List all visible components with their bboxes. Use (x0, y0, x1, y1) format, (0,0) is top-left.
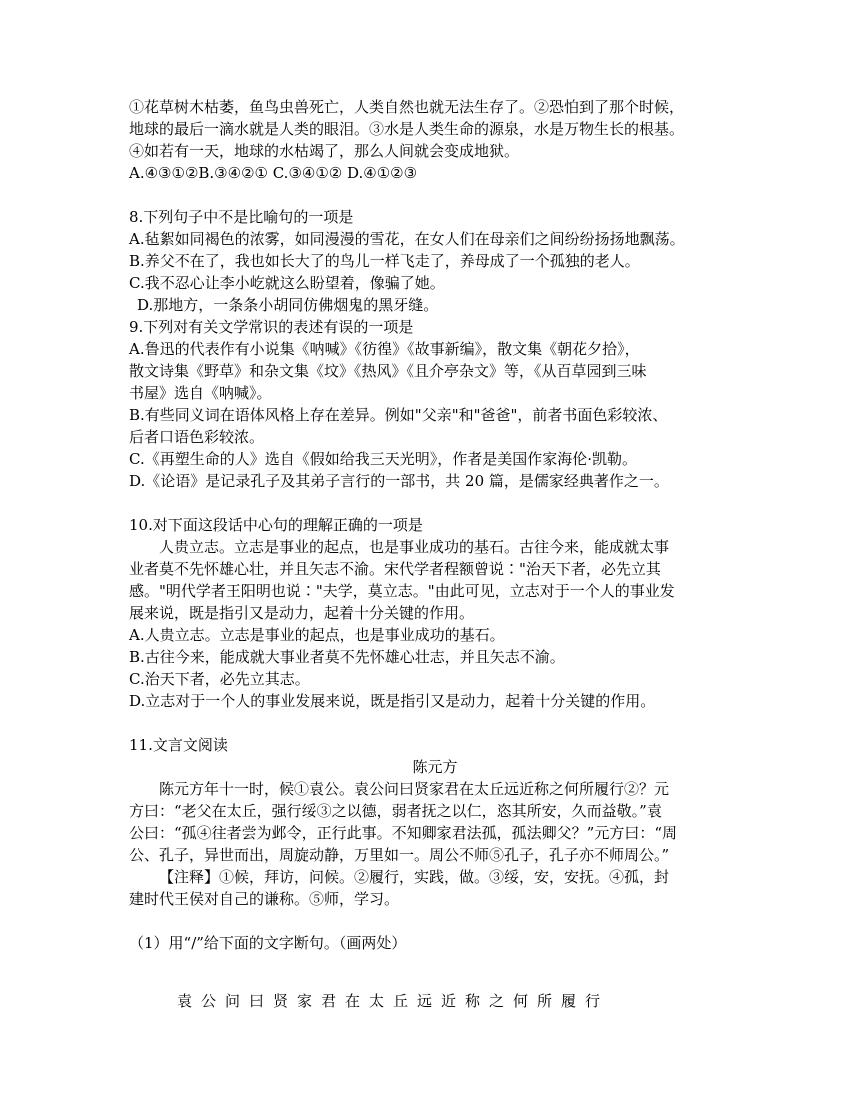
spacer (129, 184, 741, 206)
q7-options: A.④③①②B.③④②① C.③④①② D.④①②③ (129, 164, 418, 182)
q9-stem: 9.下列对有关文学常识的表述有误的一项是 (129, 318, 414, 336)
q10-option-d: D.立志对于一个人的事业发展来说，既是指引又是动力，起着十分关键的作用。 (129, 692, 656, 710)
q9-option-a-1: A.鲁迅的代表作有小说集《呐喊》《彷徨》《故事新编》，散文集《朝花夕拾》， (129, 340, 640, 358)
q8-option-d: D.那地方，一条条小胡同仿佛烟鬼的黑牙缝。 (137, 296, 439, 314)
q10-passage-2: 业者莫不先怀雄心壮，并且矢志不渝。宋代学者程额曾说∶"治天下者，必先立其 (129, 560, 661, 578)
q10-stem: 10.对下面这段话中心句的理解正确的一项是 (129, 516, 423, 534)
spacer (129, 492, 741, 514)
q8-stem: 8.下列句子中不是比喻句的一项是 (129, 208, 354, 226)
q10-passage-4: 展来说，既是指引又是动力，起着十分关键的作用。 (129, 604, 475, 622)
q9-option-b-1: B.有些同义词在语体风格上存在差异。例如"父亲"和"爸爸"，前者书面色彩较浓、 (129, 406, 668, 424)
q11-punctuation-text: 袁公问曰贤家君在太丘远近称之何所履行 (177, 992, 610, 1010)
q7-line-1: ①花草树木枯萎，鱼鸟虫兽死亡，人类自然也就无法生存了。②恐怕到了那个时候， (129, 98, 685, 116)
q8-option-c: C.我不忍心让李小屹就这么盼望着，像骗了她。 (129, 274, 445, 292)
q7-line-3: ④如若有一天，地球的水枯竭了，那么人间就会变成地狱。 (129, 142, 520, 160)
q7-line-2: 地球的最后一滴水就是人类的眼泪。③水是人类生命的源泉，水是万物生长的根基。 (129, 120, 685, 138)
q11-text-3: 公曰：“孤④往者尝为邺令，正行此事。不知卿家君法孤，孤法卿父？”元方曰：“周 (129, 824, 678, 842)
q10-passage-3: 感。"明代学者王阳明也说∶"夫学，莫立志。"由此可见，立志对于一个人的事业发 (129, 582, 675, 600)
q10-option-c: C.治天下者，必先立其志。 (129, 670, 310, 688)
q11-passage-title: 陈元方 (412, 758, 458, 776)
q11-text-1: 陈元方年十一时，候①袁公。袁公问曰贤家君在太丘远近称之何所履行②？元 (159, 780, 670, 798)
q11-text-4: 公、孔子，异世而出，周旋动静，万里如一。周公不师⑤孔子，孔子亦不师周公。” (129, 846, 670, 864)
q10-passage-1: 人贵立志。立志是事业的起点，也是事业成功的基石。古往今来，能成就太事 (159, 538, 670, 556)
document-page (129, 96, 741, 1012)
spacer (129, 910, 741, 932)
q11-notes-1: 【注释】①候，拜访，问候。②履行，实践，做。③绥，安，安抚。④孤，封 (159, 868, 670, 886)
q9-option-b-2: 后者口语色彩较浓。 (129, 428, 265, 446)
q9-option-a-2: 散文诗集《野草》和杂文集《坟》《热风》《且介亭杂文》等，《从百草园到三味 (129, 362, 647, 380)
q10-option-a: A.人贵立志。立志是事业的起点，也是事业成功的基石。 (129, 626, 505, 644)
q11-text-2: 方曰：“老父在太丘，强行绥③之以德，弱者抚之以仁，恣其所安，久而益敬。”袁 (129, 802, 662, 820)
spacer (129, 712, 741, 734)
q9-option-c: C.《再塑生命的人》选自《假如给我三天光明》，作者是美国作家海伦·凯勒。 (129, 450, 637, 468)
q9-option-a-3: 书屋》选自《呐喊》。 (129, 384, 272, 402)
q8-option-a: A.毡絮如同褐色的浓雾，如同漫漫的雪花，在女人们在母亲们之间纷纷扬扬地飘荡。 (129, 230, 685, 248)
q11-notes-2: 建时代王侯对自己的谦称。⑤师，学习。 (129, 890, 400, 908)
q11-subquestion-1: （1）用“/”给下面的文字断句。（画两处） (129, 934, 407, 952)
q8-option-b: B.养父不在了，我也如长大了的鸟儿一样飞走了，养母成了一个孤独的老人。 (129, 252, 640, 270)
q11-stem: 11.文言文阅读 (129, 736, 228, 754)
q10-option-b: B.古往今来，能成就大事业者莫不先怀雄心壮志，并且矢志不渝。 (129, 648, 565, 666)
q9-option-d: D.《论语》是记录孔子及其弟子言行的一部书，共 20 篇，是儒家经典著作之一。 (129, 472, 669, 490)
